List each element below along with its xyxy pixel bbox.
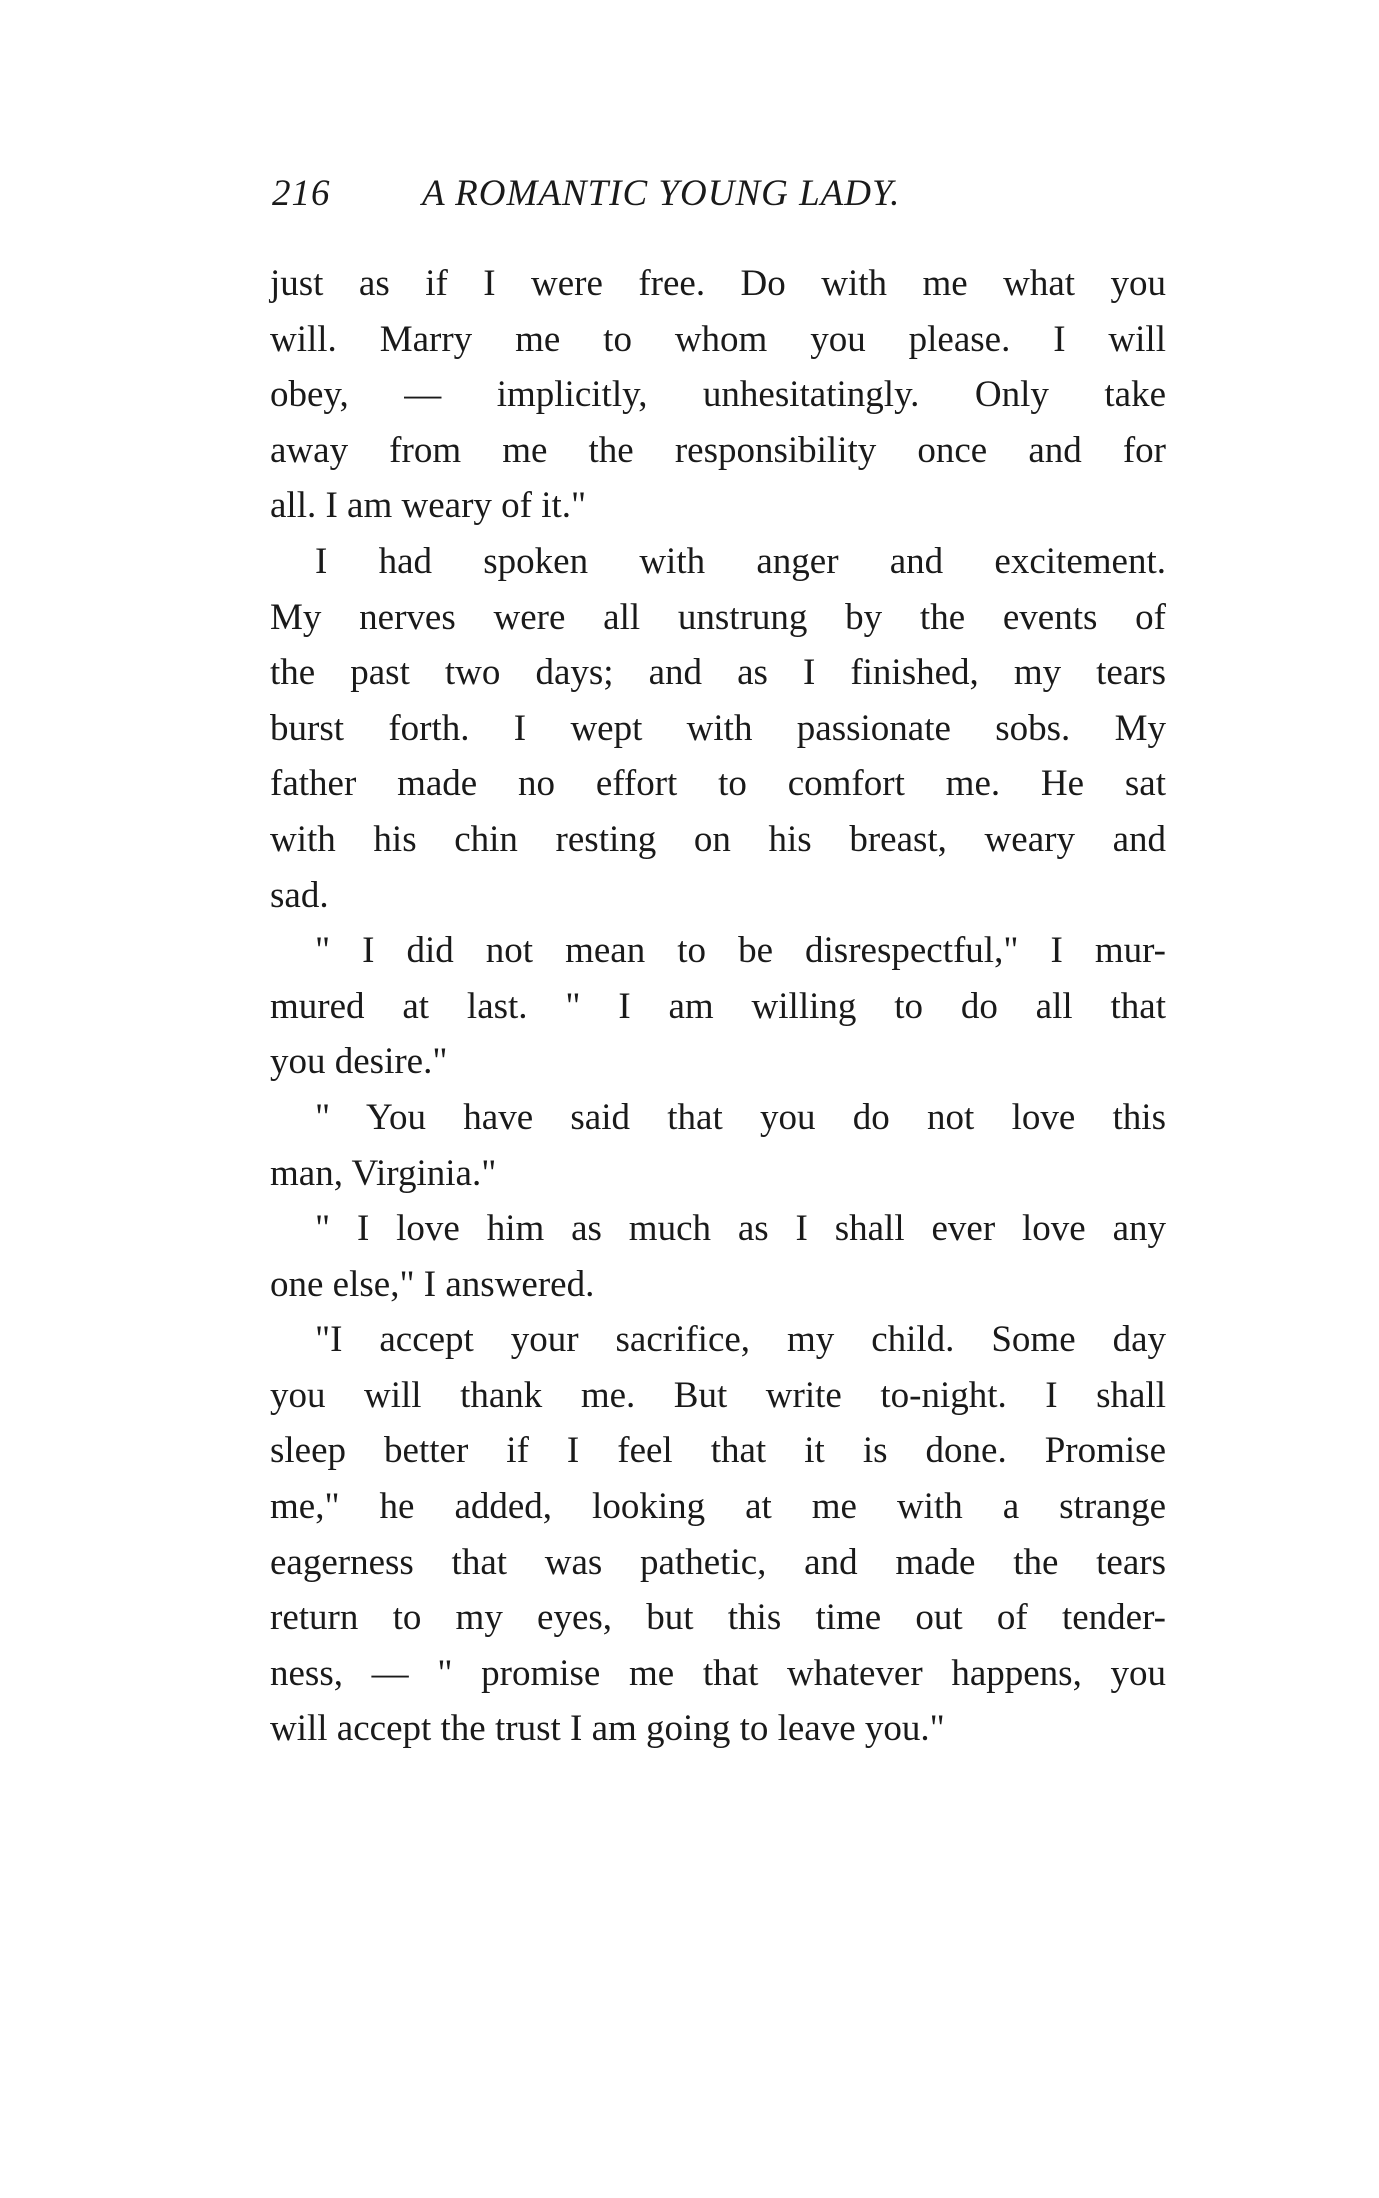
text-line: obey, — implicitly, unhesitatingly. Only take xyxy=(270,374,1166,416)
text-line: you desire." xyxy=(270,1041,448,1083)
text-line: ness, — " promise me that whatever happens, you xyxy=(270,1652,1166,1694)
text-line: just as if I were free. Do with me what you xyxy=(270,263,1166,304)
text-line: " You have said that you do not love this xyxy=(315,1096,1166,1138)
text-line: sleep better if I feel that it is done. Promise xyxy=(270,1430,1166,1472)
body-text xyxy=(270,256,1166,1757)
text-line: me," he added, looking at me with a strange xyxy=(270,1486,1166,1528)
book-title: A ROMANTIC YOUNG LADY. xyxy=(422,173,901,214)
text-line: I had spoken with anger and excitement. xyxy=(315,540,1166,582)
text-line: " I love him as much as I shall ever love any xyxy=(315,1208,1166,1250)
text-line: return to my eyes, but this time out of tender- xyxy=(270,1597,1166,1639)
text-line: father made no effort to comfort me. He sat xyxy=(270,763,1166,805)
text-line: one else," I answered. xyxy=(270,1263,595,1305)
text-line: with his chin resting on his breast, weary and xyxy=(270,818,1166,860)
running-head xyxy=(272,172,1172,215)
text-line: all. I am weary of it." xyxy=(270,485,587,527)
text-line: will. Marry me to whom you please. I will xyxy=(270,318,1166,360)
text-line: My nerves were all unstrung by the events of xyxy=(270,596,1166,638)
text-line: away from me the responsibility once and for xyxy=(270,429,1166,471)
text-line: " I did not mean to be disrespectful," I mur- xyxy=(315,930,1166,972)
text-line: burst forth. I wept with passionate sobs. My xyxy=(270,707,1166,749)
page-number: 216 xyxy=(272,173,331,214)
text-line: man, Virginia." xyxy=(270,1152,497,1194)
text-line: mured at last. " I am willing to do all that xyxy=(270,985,1166,1027)
text-line: you will thank me. But write to-night. I shall xyxy=(270,1374,1166,1416)
text-line: will accept the trust I am going to leave you." xyxy=(270,1708,945,1750)
text-line: the past two days; and as I finished, my tears xyxy=(270,652,1166,694)
text-line: sad. xyxy=(270,874,329,916)
text-line: "I accept your sacrifice, my child. Some day xyxy=(315,1319,1166,1361)
text-line: eagerness that was pathetic, and made the tears xyxy=(270,1541,1166,1583)
